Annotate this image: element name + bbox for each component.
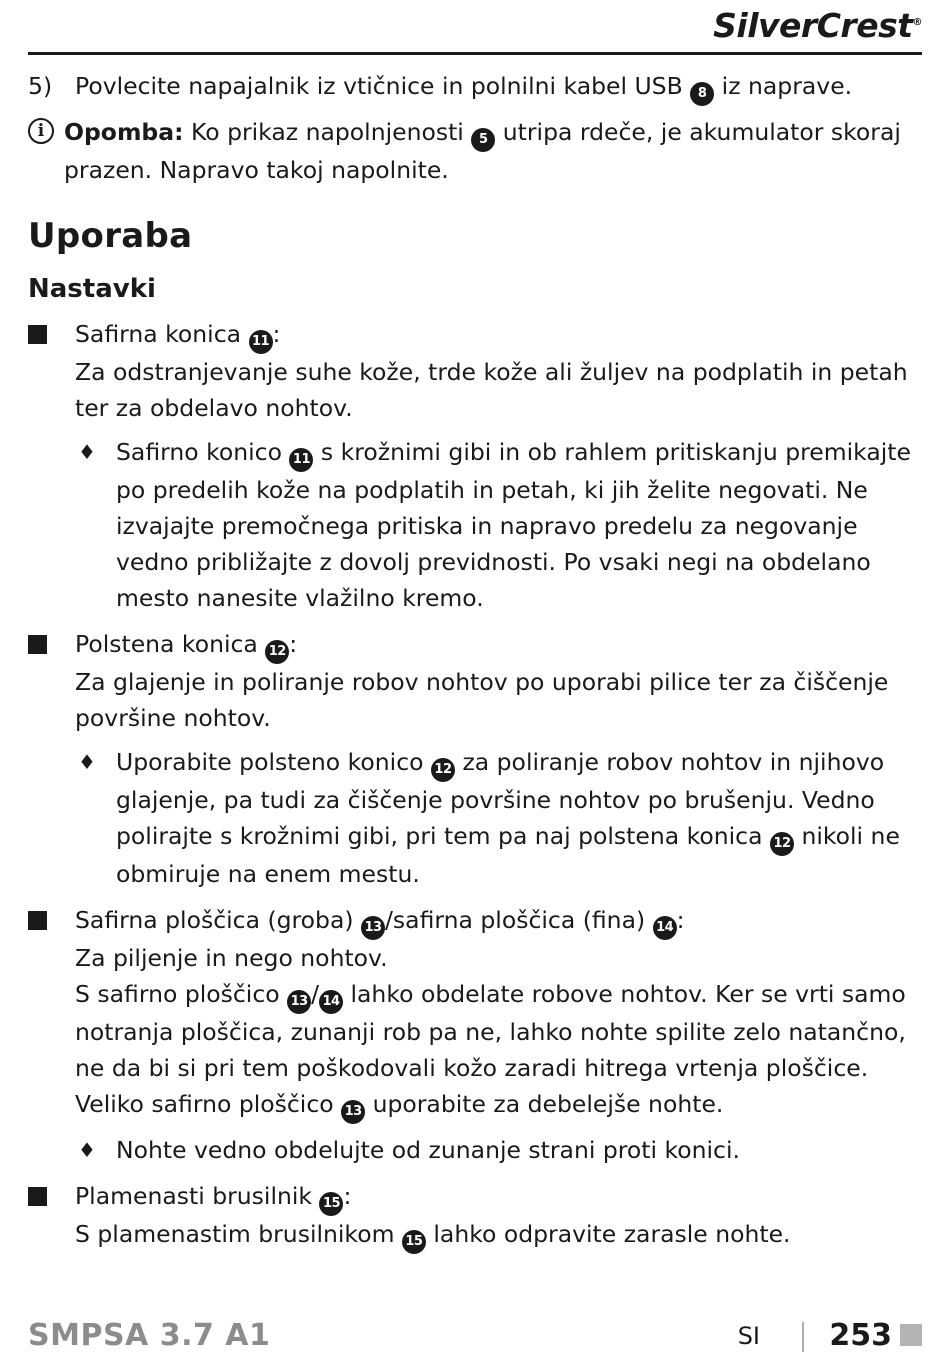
ref-number-14: 14 <box>653 916 677 940</box>
item-title-a: Safirna ploščica (groba) <box>75 906 362 934</box>
item-description-2 <box>75 976 922 1124</box>
note-text-b: utripa rdeče, je akumulator skoraj prazen. Napravo takoj napolnite. <box>64 118 901 184</box>
step-5 <box>28 68 922 106</box>
item-title-text: Safirna konica <box>75 320 249 348</box>
ref-number-15: 15 <box>402 1230 426 1254</box>
note-text <box>64 114 922 188</box>
ref-number-12: 12 <box>265 640 289 664</box>
diamond-bullet-icon: ♦ <box>78 440 96 464</box>
step-number: 5) <box>28 72 53 100</box>
step-text-a: Povlecite napajalnik iz vtičnice in polnilni kabel USB <box>75 72 691 100</box>
sub-text-a: Uporabite polsteno konico <box>116 748 431 776</box>
item-title-text: Polstena konica <box>75 630 266 658</box>
item-title-colon: : <box>343 1182 352 1210</box>
header-rule <box>28 52 922 55</box>
diamond-bullet-icon: ♦ <box>78 750 96 774</box>
item-title-colon: : <box>289 630 298 658</box>
ref-number-12: 12 <box>431 758 455 782</box>
item-description <box>75 1216 922 1254</box>
square-bullet-icon <box>28 911 47 930</box>
sub-text-b: s krožnimi gibi in ob rahlem pritiskanju premikajte po predelih kože na podplatih in petah, ki jih želite negovati. Ne izvajajte premočnega pritiska in napravo predelu za negovanje vedno približajte z dovolj previdnosti. Po vsaki negi na obdelano mesto nanesite vlažilno kremo. <box>116 438 911 612</box>
item-title <box>75 1178 922 1216</box>
ref-number-12: 12 <box>770 832 794 856</box>
section-title: Uporaba <box>28 216 193 256</box>
brand-logo <box>713 6 922 45</box>
subsection-title: Nastavki <box>28 274 156 304</box>
step-text <box>75 68 852 106</box>
ref-number-13: 13 <box>341 1100 365 1124</box>
ref-number-15: 15 <box>319 1192 343 1216</box>
desc-text-c: uporabite za debelejše nohte. <box>365 1090 724 1118</box>
square-bullet-icon <box>28 1187 47 1206</box>
item-title-colon: : <box>272 320 281 348</box>
note-block <box>28 114 922 188</box>
item-title-b: /safirna ploščica (fina) <box>385 906 653 934</box>
desc-slash: / <box>311 980 320 1008</box>
ref-number-8: 8 <box>690 82 714 106</box>
desc-text-a: S safirno ploščico <box>75 980 288 1008</box>
sub-bullet-text <box>116 744 922 892</box>
ref-number-13: 13 <box>361 916 385 940</box>
info-circle-icon: i <box>28 118 54 144</box>
list-item-felt-cone <box>28 626 922 892</box>
list-item-sapphire-disc <box>28 902 922 1168</box>
item-description: Za piljenje in nego nohtov. <box>75 944 388 972</box>
sub-text-b: za poliranje robov nohtov in njihovo glajenje, pa tudi za čiščenje površine nohtov po brušenju. Vedno polirajte s krožnimi gibi, pri tem pa naj polstena konica <box>116 748 885 850</box>
item-title-colon: : <box>676 906 685 934</box>
sub-text-a: Safirno konico <box>116 438 290 466</box>
page-number: 253 <box>829 1318 892 1353</box>
sub-bullet <box>75 434 922 616</box>
registered-mark: ® <box>912 17 922 28</box>
sub-bullet-text: Nohte vedno obdelujte od zunanje strani proti konici. <box>116 1136 740 1164</box>
page-content <box>28 68 922 1254</box>
diamond-bullet-icon: ♦ <box>78 1138 96 1162</box>
model-number: SMPSA 3.7 A1 <box>28 1318 271 1353</box>
item-description: Za glajenje in poliranje robov nohtov po uporabi pilice ter za čiščenje površine nohtov. <box>75 668 889 732</box>
sub-bullet <box>75 1132 922 1168</box>
page-footer <box>28 1318 922 1358</box>
brand-name: SilverCrest <box>713 6 913 45</box>
desc-text-a: S plamenastim brusilnikom <box>75 1220 402 1248</box>
ref-number-5: 5 <box>471 128 495 152</box>
note-label: Opomba: <box>64 118 184 146</box>
page-marker-square-icon <box>900 1324 922 1346</box>
item-title <box>75 626 922 664</box>
note-text-a: Ko prikaz napolnjenosti <box>183 118 472 146</box>
language-code: SI <box>737 1322 760 1350</box>
ref-number-14: 14 <box>319 990 343 1014</box>
item-title-text: Plamenasti brusilnik <box>75 1182 320 1210</box>
ref-number-11: 11 <box>289 448 313 472</box>
ref-number-11: 11 <box>249 330 273 354</box>
list-item-flame-grinder <box>28 1178 922 1254</box>
sub-text-c: nikoli ne obmiruje na enem mestu. <box>116 822 900 888</box>
item-title <box>75 316 922 354</box>
ref-number-13: 13 <box>287 990 311 1014</box>
desc-text-b: lahko obdelate robove nohtov. Ker se vrti samo notranja ploščica, zunanji rob pa ne, lahko nohte spilite zelo natančno, ne da bi si pri tem poškodovali kožo zaradi hitrega vrtenja ploščice. Veliko safirno ploščico <box>75 980 906 1118</box>
sub-bullet-text <box>116 434 922 616</box>
square-bullet-icon <box>28 325 47 344</box>
footer-divider <box>802 1322 804 1352</box>
square-bullet-icon <box>28 635 47 654</box>
step-text-b: iz naprave. <box>714 72 853 100</box>
item-description: Za odstranjevanje suhe kože, trde kože ali žuljev na podplatih in petah ter za obdelavo nohtov. <box>75 358 908 422</box>
item-title <box>75 902 922 940</box>
list-item-sapphire-cone <box>28 316 922 616</box>
desc-text-b: lahko odpravite zarasle nohte. <box>425 1220 791 1248</box>
sub-bullet <box>75 744 922 892</box>
